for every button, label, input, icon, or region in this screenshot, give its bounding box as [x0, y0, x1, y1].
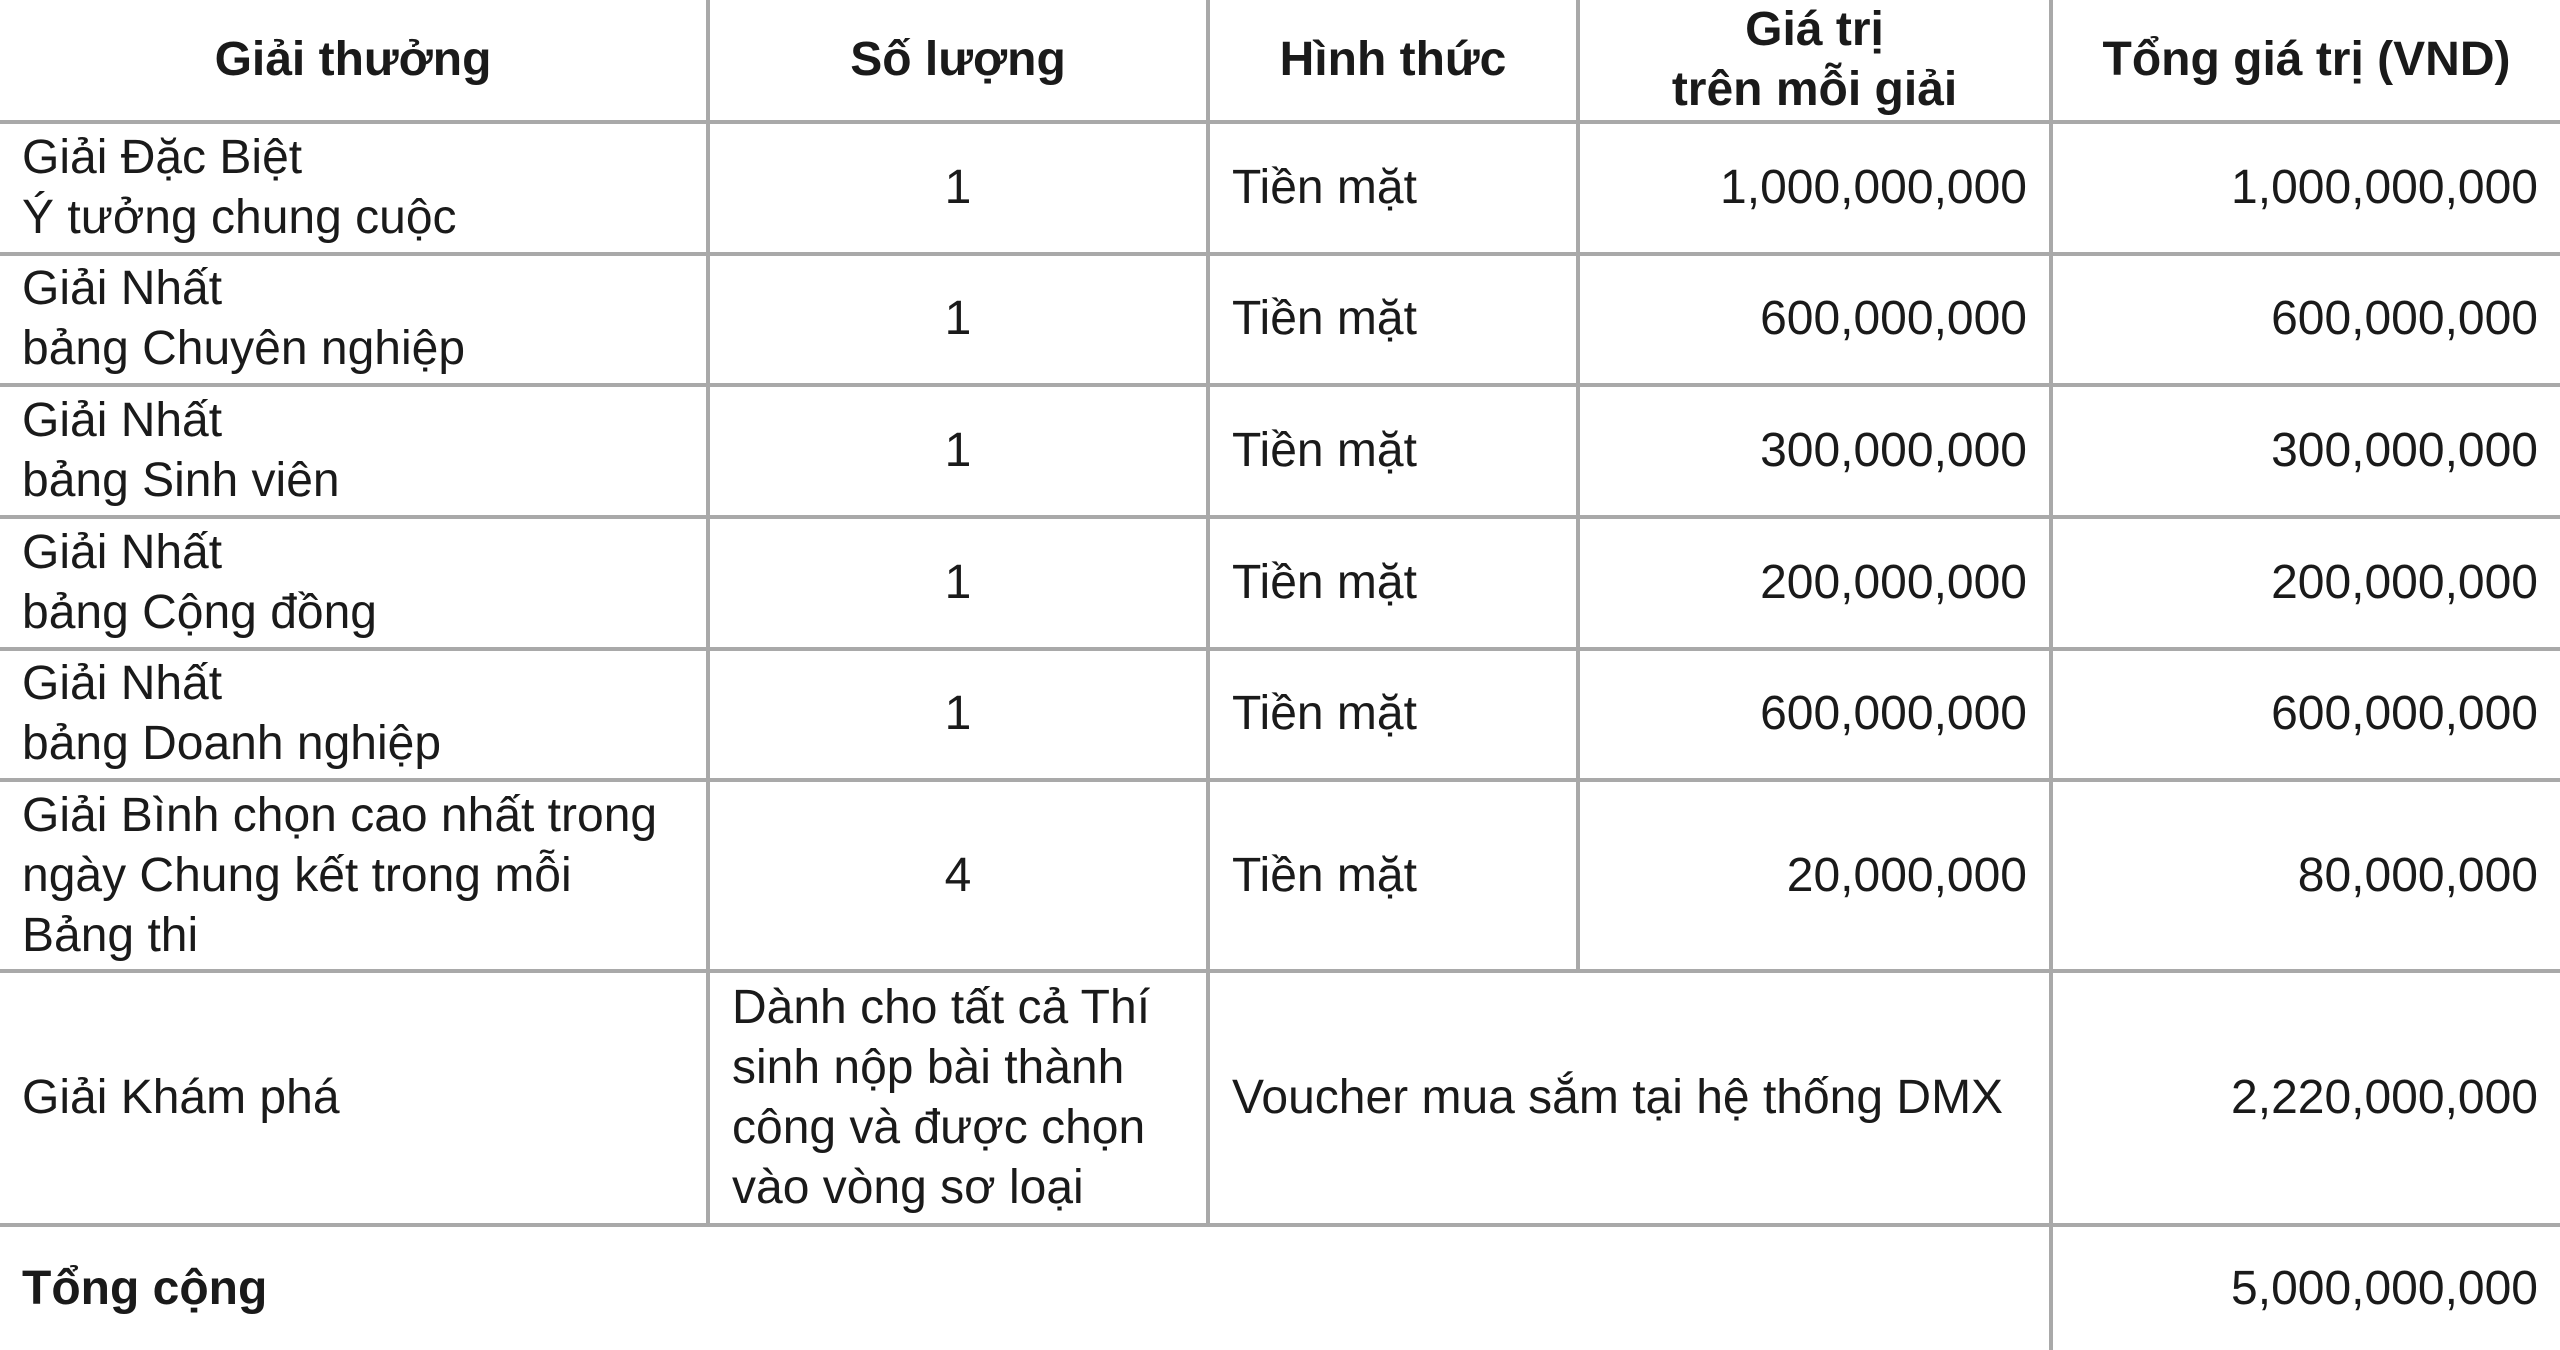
form-cell: Tiền mặt	[1208, 649, 1578, 781]
award-cell: Giải Khám phá	[0, 971, 708, 1225]
award-category: bảng Chuyên nghiệp	[22, 322, 466, 376]
table-row	[0, 254, 2560, 386]
total-cell: 200,000,000	[2051, 517, 2560, 649]
explore-row	[0, 971, 2560, 1225]
total-cell: 2,220,000,000	[2051, 971, 2560, 1225]
form-cell: Tiền mặt	[1208, 780, 1578, 971]
quantity-cell: 1	[708, 649, 1208, 781]
total-cell: 300,000,000	[2051, 385, 2560, 517]
grand-total-row	[0, 1225, 2560, 1350]
award-cell	[0, 122, 708, 254]
form-cell: Tiền mặt	[1208, 122, 1578, 254]
quantity-cell: 4	[708, 780, 1208, 971]
total-cell: 80,000,000	[2051, 780, 2560, 971]
header-award: Giải thưởng	[0, 0, 708, 122]
table-row	[0, 649, 2560, 781]
award-name: Giải Đặc Biệt	[22, 130, 303, 184]
header-value-line2: trên mỗi giải	[1671, 63, 1958, 116]
award-name: Giải Nhất	[22, 525, 223, 579]
header-total: Tổng giá trị (VND)	[2051, 0, 2560, 122]
award-name: Giải Nhất	[22, 657, 223, 711]
award-category: Ý tưởng chung cuộc	[22, 190, 457, 244]
quantity-cell: Dành cho tất cả Thí sinh nộp bài thành công và được chọn vào vòng sơ loại	[708, 971, 1208, 1225]
value-cell: 600,000,000	[1578, 254, 2051, 386]
header-form: Hình thức	[1208, 0, 1578, 122]
grand-total-value: 5,000,000,000	[2051, 1225, 2560, 1350]
award-name: Giải Nhất	[22, 394, 223, 448]
award-cell: Giải Bình chọn cao nhất trong ngày Chung kết trong mỗi Bảng thi	[0, 780, 708, 971]
award-cell	[0, 254, 708, 386]
award-category: bảng Doanh nghiệp	[22, 717, 442, 771]
total-cell: 600,000,000	[2051, 254, 2560, 386]
grand-total-label: Tổng cộng	[0, 1225, 2051, 1350]
quantity-cell: 1	[708, 385, 1208, 517]
total-cell: 600,000,000	[2051, 649, 2560, 781]
table-row	[0, 780, 2560, 971]
award-cell	[0, 517, 708, 649]
quantity-cell: 1	[708, 254, 1208, 386]
value-cell: 300,000,000	[1578, 385, 2051, 517]
form-cell: Tiền mặt	[1208, 254, 1578, 386]
quantity-cell: 1	[708, 517, 1208, 649]
quantity-cell: 1	[708, 122, 1208, 254]
value-cell: 20,000,000	[1578, 780, 2051, 971]
table-row	[0, 385, 2560, 517]
award-cell	[0, 649, 708, 781]
award-name: Giải Nhất	[22, 262, 223, 316]
form-cell: Voucher mua sắm tại hệ thống DMX	[1208, 971, 2051, 1225]
form-cell: Tiền mặt	[1208, 385, 1578, 517]
value-cell: 600,000,000	[1578, 649, 2051, 781]
award-category: bảng Sinh viên	[22, 454, 340, 508]
table-row	[0, 517, 2560, 649]
header-value-line1: Giá trị	[1745, 3, 1884, 56]
total-cell: 1,000,000,000	[2051, 122, 2560, 254]
header-row	[0, 0, 2560, 122]
award-cell	[0, 385, 708, 517]
form-cell: Tiền mặt	[1208, 517, 1578, 649]
table-row	[0, 122, 2560, 254]
value-cell: 1,000,000,000	[1578, 122, 2051, 254]
value-cell: 200,000,000	[1578, 517, 2051, 649]
header-value	[1578, 0, 2051, 122]
award-category: bảng Cộng đồng	[22, 585, 377, 639]
header-quantity: Số lượng	[708, 0, 1208, 122]
